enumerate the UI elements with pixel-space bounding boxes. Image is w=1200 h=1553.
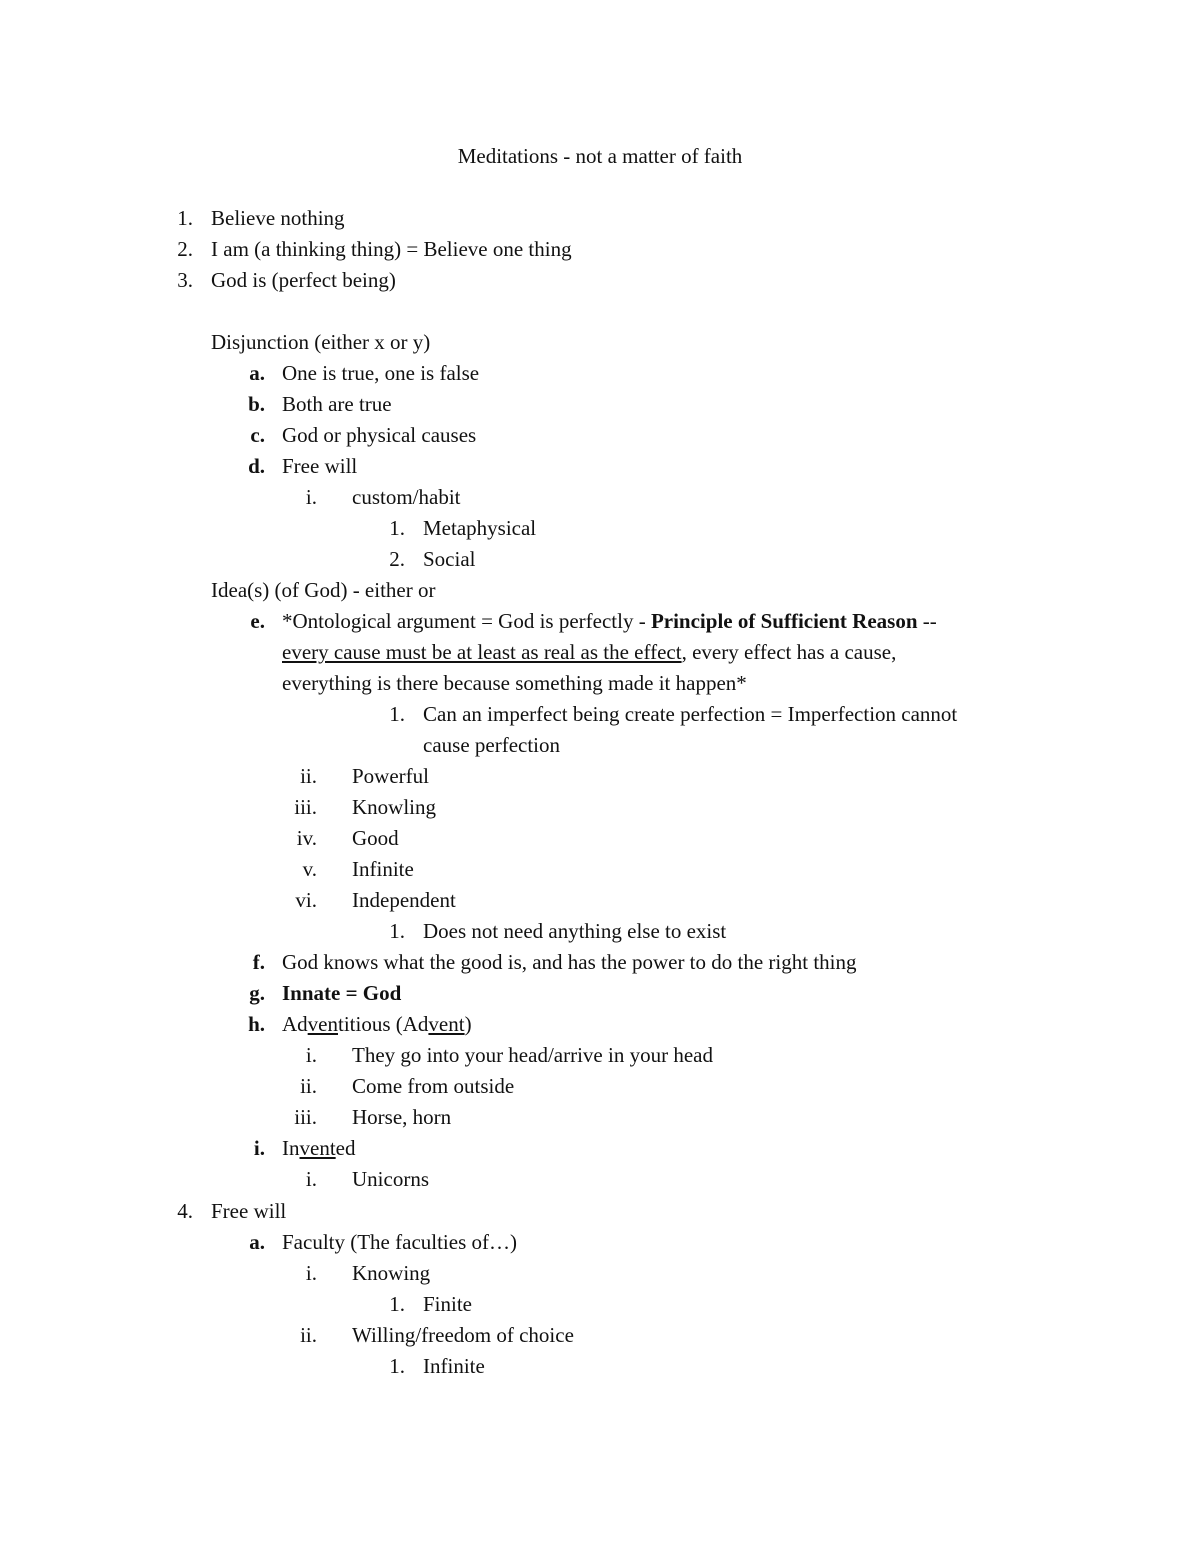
list-item: Come from outside [352,1074,515,1098]
list-marker: iii. [294,795,317,819]
list-item: Faculty (The faculties of…) [282,1230,517,1254]
list-marker: vi. [295,888,317,912]
underlined-text: vent [428,1012,465,1036]
list-marker: 1. [389,516,405,540]
list-item: God or physical causes [282,423,477,447]
list-item: They go into your head/arrive in your head [352,1043,713,1067]
list-marker: 3. [177,268,193,292]
list-marker: iii. [294,1105,317,1129]
list-marker: 1. [389,702,405,726]
item-text: Ad [282,1012,308,1036]
item-text: , every effect has a cause, [681,640,897,664]
list-marker: d. [248,454,265,478]
underlined-text: ven [307,1012,338,1036]
list-item: Finite [423,1292,473,1316]
list-marker: i. [305,485,317,509]
list-item: I am (a thinking thing) = Believe one thing [211,237,572,261]
list-marker: g. [249,981,265,1005]
list-item: Does not need anything else to exist [423,919,727,943]
list-item: One is true, one is false [282,361,480,385]
list-item: Unicorns [352,1167,429,1191]
list-item: God is (perfect being) [211,268,396,292]
emphasis-text: Principle of Sufficient Reason [650,609,918,633]
list-marker: a. [249,361,265,385]
list-marker: 4. [177,1199,193,1223]
list-item: Powerful [352,764,429,788]
list-item: Knowling [352,795,436,819]
section-heading: Idea(s) (of God) - either or [211,578,436,602]
list-item: Infinite [352,857,414,881]
list-marker: iv. [296,826,317,850]
item-text: -- [917,609,937,633]
list-item: Infinite [423,1354,485,1378]
list-item: Believe nothing [211,206,345,230]
list-item [282,1134,355,1162]
section-heading: Disjunction (either x or y) [211,330,431,354]
list-marker: 2. [177,237,193,261]
list-marker: a. [249,1230,265,1254]
list-marker: b. [248,392,265,416]
underlined-text: every cause must be at least as real as the effect [282,640,682,664]
list-marker: ii. [300,764,317,788]
list-marker: 1. [389,1292,405,1316]
list-marker: c. [250,423,265,447]
list-marker: i. [253,1136,265,1160]
list-marker: i. [305,1167,317,1191]
list-item: Can an imperfect being create perfection = Imperfection cannot [423,702,958,726]
list-item-continuation: cause perfection [423,733,561,757]
list-item: God knows what the good is, and has the power to do the right thing [282,950,857,974]
item-text: *Ontological argument = God is perfectly - [282,609,651,633]
list-marker: v. [302,857,317,881]
list-marker: 1. [389,1354,405,1378]
list-item-continuation [282,638,896,666]
item-text: ) [464,1012,472,1036]
list-marker: 1. [389,919,405,943]
page-title: Meditations - not a matter of faith [457,144,743,168]
list-item: Free will [282,454,358,478]
list-marker: e. [250,609,265,633]
list-item [282,607,937,635]
list-marker: i. [305,1043,317,1067]
list-marker: i. [305,1261,317,1285]
item-text: ed [335,1136,356,1160]
list-item: Free will [211,1199,287,1223]
list-item: Metaphysical [423,516,537,540]
item-text: In [282,1136,300,1160]
list-item: Social [423,547,476,571]
list-item: Knowing [352,1261,431,1285]
list-marker: f. [252,950,265,974]
list-item: Good [352,826,399,850]
list-item [282,1010,472,1038]
list-item: custom/habit [352,485,461,509]
list-marker: h. [248,1012,265,1036]
list-item: Innate = God [282,981,402,1005]
list-item: Independent [352,888,456,912]
list-item: Both are true [282,392,392,416]
list-item-continuation: everything is there because something made it happen* [282,671,747,695]
list-marker: 1. [177,206,193,230]
list-item: Willing/freedom of choice [352,1323,574,1347]
list-item: Horse, horn [352,1105,452,1129]
list-marker: 2. [389,547,405,571]
item-text: titious (Ad [338,1012,429,1036]
list-marker: ii. [300,1323,317,1347]
list-marker: ii. [300,1074,317,1098]
underlined-text: vent [299,1136,336,1160]
